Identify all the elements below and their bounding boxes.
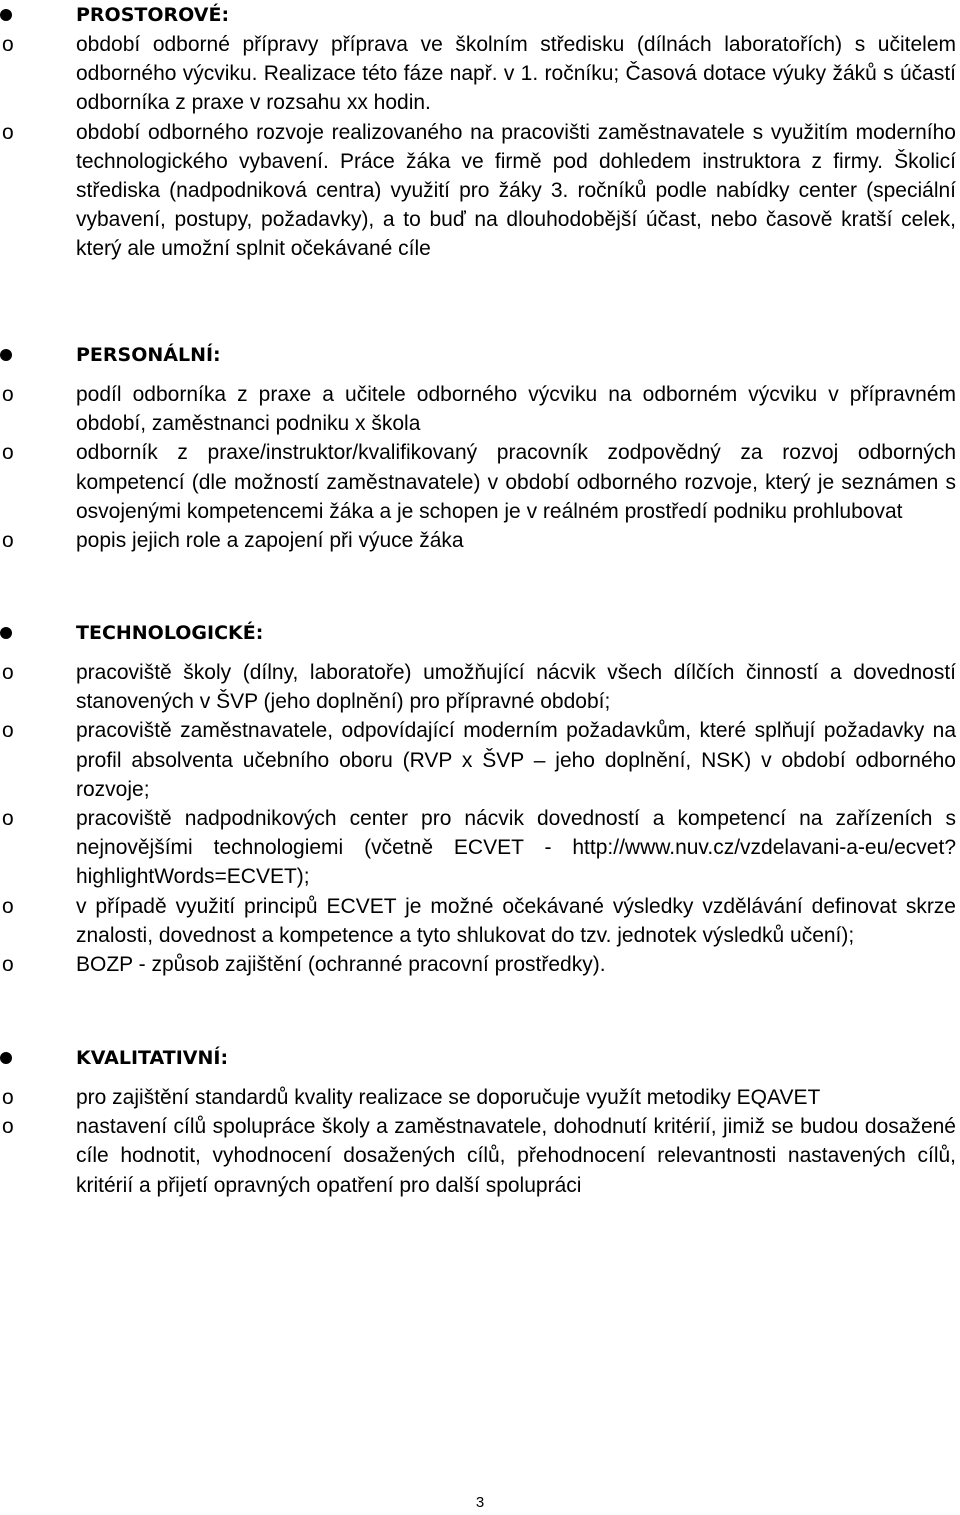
hollow-bullet-icon: o	[2, 953, 14, 977]
heading-text: PERSONÁLNÍ:	[76, 344, 221, 366]
section-prostorove	[0, 0, 960, 264]
hollow-bullet-icon: o	[2, 894, 14, 918]
heading-text: KVALITATIVNÍ:	[76, 1047, 229, 1069]
list-item	[0, 892, 956, 950]
list-item-text: v případě využití principů ECVET je možné očekávané výsledky vzdělávání definovat skrze znalosti, dovednost a kompetence a tyto shlukovat do tzv. jednotek výsledků učení);	[76, 894, 956, 947]
list-item	[0, 950, 956, 979]
page-number: 3	[475, 1494, 485, 1511]
section-heading	[0, 0, 960, 30]
list-item	[0, 380, 956, 438]
list-item-text: podíl odborníka z praxe a učitele odborného výcviku na odborném výcviku v přípravném období, zaměstnanci podniku x škola	[76, 383, 956, 436]
section-personalni	[0, 340, 960, 555]
hollow-bullet-icon: o	[2, 383, 14, 406]
list-item-text: pro zajištění standardů kvality realizace se doporučuje využít metodiky EQAVET	[76, 1086, 821, 1109]
bullet-list	[0, 658, 960, 979]
hollow-bullet-icon: o	[2, 719, 14, 743]
list-item-text: pracoviště školy (dílny, laboratoře) umožňující nácvik všech dílčích činností a dovedností stanovených v ŠVP (jeho doplnění) pro přípravné období;	[76, 661, 956, 714]
hollow-bullet-icon: o	[2, 441, 14, 465]
hollow-bullet-icon: o	[2, 33, 14, 56]
section-heading	[0, 340, 960, 370]
heading-text: PROSTOROVÉ:	[76, 4, 230, 26]
hollow-bullet-icon: o	[2, 1115, 14, 1139]
list-item-text: pracoviště zaměstnavatele, odpovídající moderním požadavkům, které splňují požadavky na profil absolventa učebního oboru (RVP x ŠVP – jeho doplnění, NSK) v období odborného rozvoje;	[76, 719, 956, 801]
list-item-text: odborník z praxe/instruktor/kvalifikovaný pracovník zodpovědný za rozvoj odborných kompetencí (dle možností zaměstnavatele) v období odborného rozvoje, který je seznámen s osvojenými kompetencemi žáka a je schopen je v reálném prostředí podniku prohlubovat	[76, 441, 956, 523]
list-item-text: období odborné přípravy příprava ve školním středisku (dílnách laboratořích) s učitelem odborného výcviku. Realizace této fáze např. v 1. ročníku; Časová dotace výuky žáků s účastí odborníka z praxe v rozsahu xx hodin.	[76, 33, 956, 115]
list-item-text: období odborného rozvoje realizovaného na pracovišti zaměstnavatele s využitím moderního technologického vybavení. Práce žáka ve firmě pod dohledem instruktora z firmy. Školicí střediska (nadpodniková centra) využití pro žáky 3. ročníků podle nabídky center (speciální vybavení, postupy, požadavky), a to buď na dlouhodobější účast, nebo časově kratší celek, který ale umožní splnit očekávané cíle	[76, 120, 956, 261]
list-item	[0, 804, 956, 892]
hollow-bullet-icon: o	[2, 529, 14, 553]
section-heading	[0, 618, 960, 648]
heading-text: TECHNOLOGICKÉ:	[76, 622, 264, 644]
list-item	[0, 30, 956, 118]
filled-bullet-icon	[0, 627, 12, 639]
list-item-text: pracoviště nadpodnikových center pro nácvik dovedností a kompetencí na zařízeních s nejnovějšími technologiemi (včetně ECVET - http://www.nuv.cz/vzdelavani-a-eu/ecvet?highlightWords=ECVET);	[76, 807, 956, 889]
hollow-bullet-icon: o	[2, 120, 14, 144]
section-heading	[0, 1043, 960, 1073]
hollow-bullet-icon: o	[2, 807, 14, 831]
list-item-text: BOZP - způsob zajištění (ochranné pracovní prostředky).	[76, 953, 606, 977]
filled-bullet-icon	[0, 349, 12, 361]
hollow-bullet-icon: o	[2, 661, 14, 684]
section-kvalitativni	[0, 1043, 960, 1200]
hollow-bullet-icon: o	[2, 1086, 14, 1109]
list-item	[0, 526, 956, 555]
filled-bullet-icon	[0, 1052, 12, 1064]
list-item	[0, 1112, 956, 1200]
list-item	[0, 438, 956, 526]
bullet-list	[0, 380, 960, 555]
bullet-list	[0, 30, 960, 264]
list-item	[0, 658, 956, 716]
bullet-list	[0, 1083, 960, 1200]
section-technologicke	[0, 618, 960, 979]
list-item-text: nastavení cílů spolupráce školy a zaměstnavatele, dohodnutí kritérií, jimiž se budou dosažené cíle hodnotit, vyhodnocení dosažených cílů, přehodnocení relevantnosti nastavených cílů, kritérií a přijetí opravných opatření pro další spolupráci	[76, 1115, 956, 1197]
filled-bullet-icon	[0, 9, 12, 21]
list-item-text: popis jejich role a zapojení při výuce žáka	[76, 529, 464, 553]
list-item	[0, 1083, 956, 1112]
list-item	[0, 716, 956, 804]
list-item	[0, 118, 956, 264]
